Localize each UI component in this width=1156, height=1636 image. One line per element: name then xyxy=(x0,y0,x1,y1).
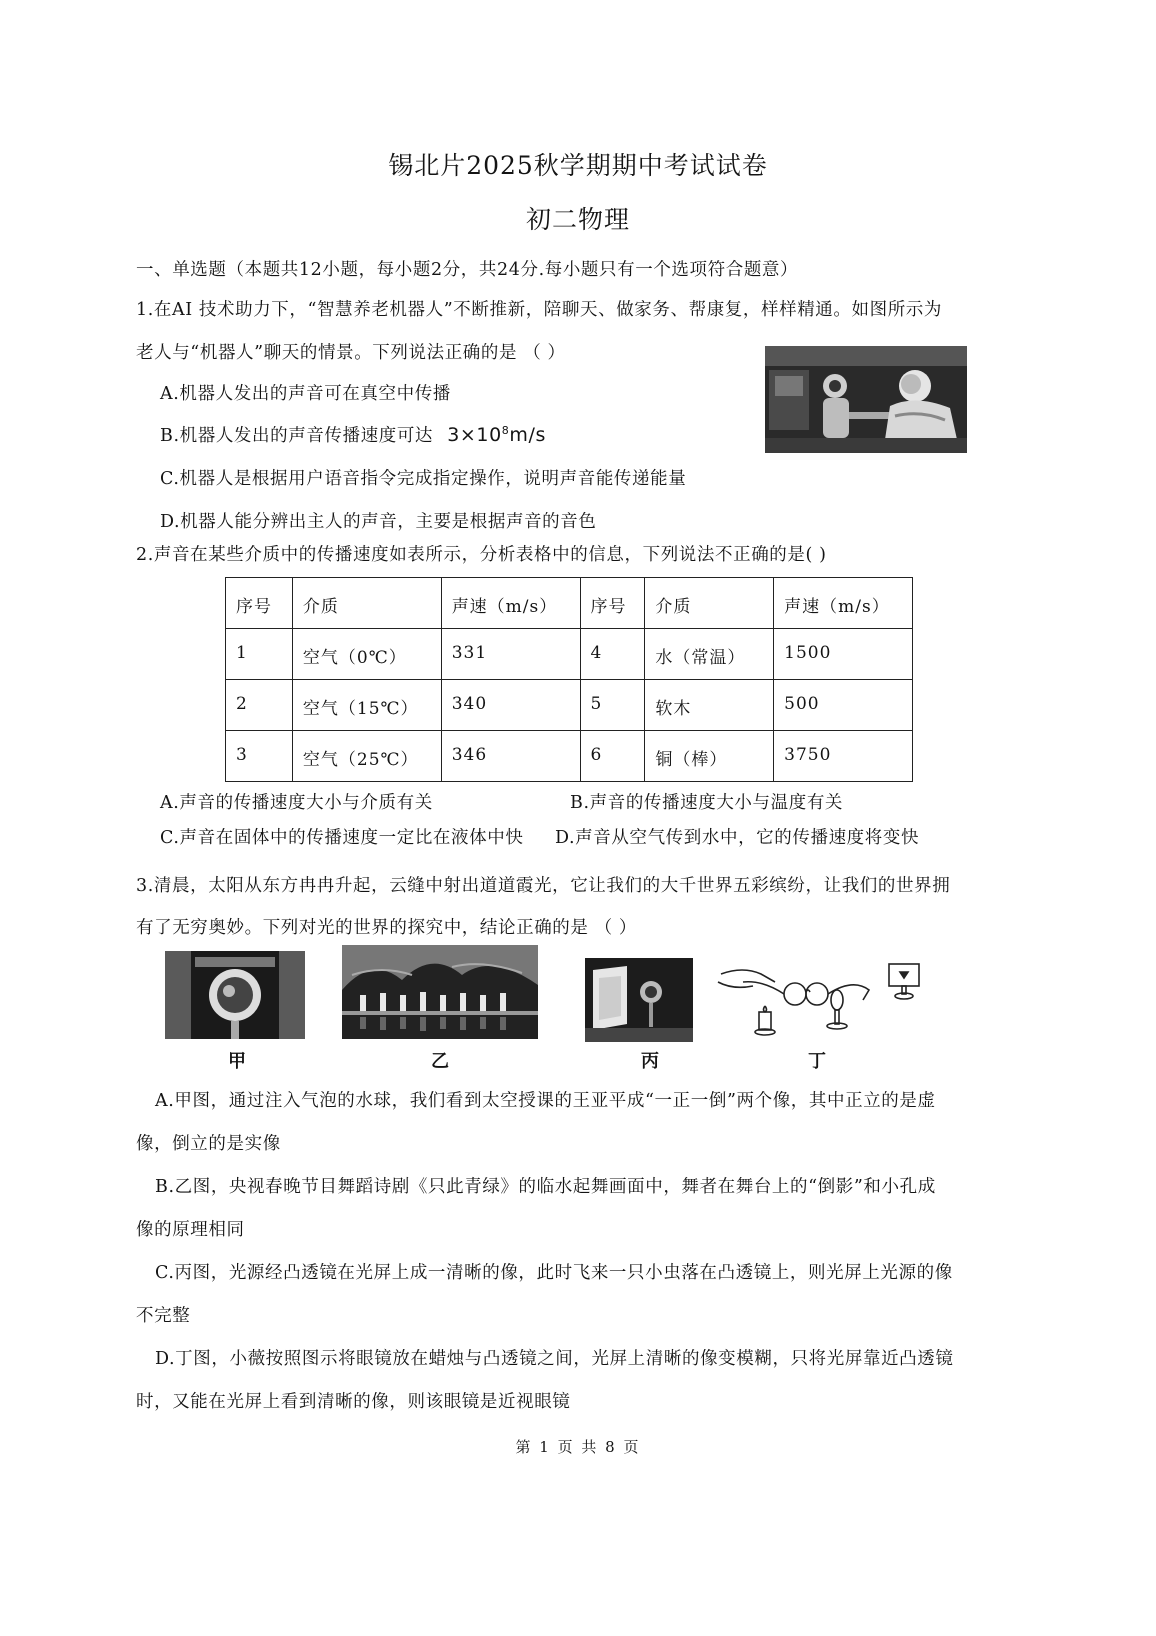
table-cell: 2 xyxy=(226,680,293,731)
q1-option-d: D.机器人能分辨出主人的声音，主要是根据声音的音色 xyxy=(160,512,597,532)
q3-option-b-line1: B.乙图，央视春晚节目舞蹈诗剧《只此青绿》的临水起舞画面中，舞者在舞台上的“倒影”和小孔成 xyxy=(155,1177,936,1197)
table-cell: 500 xyxy=(774,680,913,731)
q1-option-b xyxy=(160,422,546,447)
lens-screen-photo xyxy=(585,958,693,1042)
q3-option-a-line2: 像，倒立的是实像 xyxy=(136,1134,281,1154)
robot-elderly-photo xyxy=(765,346,967,453)
q1-option-b-formula xyxy=(447,424,546,446)
q1-stem-line2: 老人与“机器人”聊天的情景。下列说法正确的是 （ ） xyxy=(136,343,566,363)
table-cell: 空气（0℃） xyxy=(292,629,441,680)
q2-stem: 2.声音在某些介质中的传播速度如表所示，分析表格中的信息，下列说法不正确的是( ) xyxy=(136,545,827,565)
header-cell: 介质 xyxy=(645,578,774,629)
table-cell: 水（常温） xyxy=(645,629,774,680)
table-cell: 346 xyxy=(441,731,580,782)
table-cell: 空气（25℃） xyxy=(292,731,441,782)
q1-option-c: C.机器人是根据用户语音指令完成指定操作，说明声音能传递能量 xyxy=(160,469,687,489)
page-number: 第 1 页 共 8 页 xyxy=(515,1438,641,1456)
table-cell: 1 xyxy=(226,629,293,680)
table-cell: 4 xyxy=(580,629,645,680)
q1-option-a: A.机器人发出的声音可在真空中传播 xyxy=(160,384,451,404)
q2-option-c: C.声音在固体中的传播速度一定比在液体中快 xyxy=(160,828,524,848)
q3-option-c-line2: 不完整 xyxy=(136,1306,191,1326)
caption-ding: 丁 xyxy=(808,1051,826,1072)
q3-option-a-line1: A.甲图，通过注入气泡的水球，我们看到太空授课的王亚平成“一正一倒”两个像，其中正立的是虚 xyxy=(155,1091,936,1111)
q2-option-a: A.声音的传播速度大小与介质有关 xyxy=(160,793,433,813)
table-row xyxy=(226,680,913,731)
table-cell: 1500 xyxy=(774,629,913,680)
q2-option-d: D.声音从空气传到水中，它的传播速度将变快 xyxy=(555,828,920,848)
q3-option-b-line2: 像的原理相同 xyxy=(136,1220,245,1240)
sound-speed-table xyxy=(225,577,913,782)
formula-base: 3×10 xyxy=(447,424,502,446)
table-row xyxy=(226,629,913,680)
table-cell: 3750 xyxy=(774,731,913,782)
header-cell: 声速（m/s） xyxy=(774,578,913,629)
table-cell: 6 xyxy=(580,731,645,782)
formula-exponent: 8 xyxy=(501,424,510,437)
table-cell: 331 xyxy=(441,629,580,680)
table-cell: 软木 xyxy=(645,680,774,731)
table-cell: 3 xyxy=(226,731,293,782)
caption-jia: 甲 xyxy=(228,1051,246,1072)
caption-bing: 丙 xyxy=(641,1051,659,1072)
glasses-candle-diagram xyxy=(713,960,927,1042)
q1-stem-line1: 1.在AI 技术助力下，“智慧养老机器人”不断推新，陪聊天、做家务、帮康复，样样精通。如图所示为 xyxy=(136,300,942,320)
table-header-row xyxy=(226,578,913,629)
table-cell: 340 xyxy=(441,680,580,731)
header-cell: 声速（m/s） xyxy=(441,578,580,629)
section-heading: 一、单选题（本题共12小题，每小题2分，共24分.每小题只有一个选项符合题意） xyxy=(136,260,799,280)
water-ball-photo xyxy=(165,951,305,1039)
q3-option-c-line1: C.丙图，光源经凸透镜在光屏上成一清晰的像，此时飞来一只小虫落在凸透镜上，则光屏上光源的像 xyxy=(155,1263,953,1283)
table-row xyxy=(226,731,913,782)
table-cell: 铜（棒） xyxy=(645,731,774,782)
header-cell: 介质 xyxy=(292,578,441,629)
caption-yi: 乙 xyxy=(431,1051,449,1072)
table-cell: 空气（15℃） xyxy=(292,680,441,731)
q3-option-d-line1: D.丁图，小薇按照图示将眼镜放在蜡烛与凸透镜之间，光屏上清晰的像变模糊，只将光屏靠近凸透镜 xyxy=(155,1349,954,1369)
header-cell: 序号 xyxy=(580,578,645,629)
table-cell: 5 xyxy=(580,680,645,731)
header-cell: 序号 xyxy=(226,578,293,629)
q3-stem-line1: 3.清晨，太阳从东方冉冉升起，云缝中射出道道霞光，它让我们的大千世界五彩缤纷，让我们的世界拥 xyxy=(136,876,951,896)
exam-subject: 初二物理 xyxy=(525,205,630,234)
q2-option-b: B.声音的传播速度大小与温度有关 xyxy=(570,793,844,813)
q3-option-d-line2: 时，又能在光屏上看到清晰的像，则该眼镜是近视眼镜 xyxy=(136,1392,571,1412)
formula-unit: m/s xyxy=(509,424,547,446)
exam-title: 锡北片2025秋学期期中考试试卷 xyxy=(388,151,768,180)
dance-stage-photo xyxy=(342,945,538,1039)
q1-option-b-text: B.机器人发出的声音传播速度可达 xyxy=(160,426,434,446)
q3-stem-line2: 有了无穷奥妙。下列对光的世界的探究中，结论正确的是 （ ） xyxy=(136,918,638,938)
